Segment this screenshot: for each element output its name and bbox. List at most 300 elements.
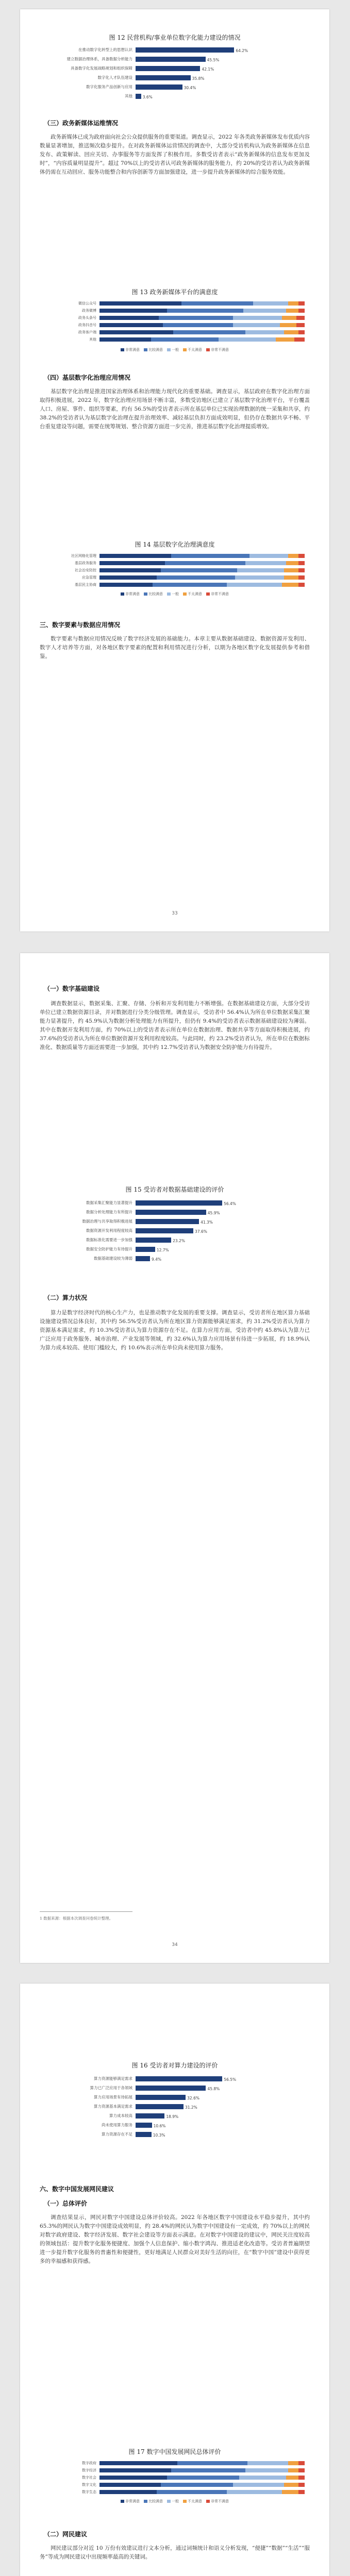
bar	[136, 57, 206, 62]
bar-row	[40, 1218, 310, 1225]
bar-label: 数据分析处理能力有所提升	[86, 1210, 132, 1214]
stacked-segment	[249, 554, 289, 558]
stacked-segment	[280, 323, 296, 327]
stacked-segment	[247, 2461, 289, 2465]
stacked-segment	[219, 337, 276, 342]
legend-swatch	[121, 592, 124, 596]
page-3	[20, 1984, 329, 2576]
stacked-label: 数字生态	[82, 2490, 96, 2494]
bar-value-label: 23.2%	[173, 1239, 185, 1243]
bar-row	[40, 2103, 310, 2110]
bar-label: 数据采集汇聚能力显著提升	[86, 1200, 132, 1205]
legend-swatch	[167, 592, 171, 596]
bar	[136, 2132, 152, 2137]
figure-14-chart	[40, 553, 310, 589]
legend-label: 比较满意	[148, 592, 163, 596]
stacked-segment	[298, 301, 305, 306]
stacked-segment	[153, 583, 226, 587]
legend-item	[121, 347, 140, 352]
bar-label: 在推动数字化转型上的思想认识	[78, 47, 132, 52]
bar-value-label: 42.1%	[202, 67, 214, 72]
subsection-heading: （一）总体评价	[44, 2200, 88, 2207]
stacked-row	[40, 308, 310, 313]
stacked-segment	[298, 2461, 305, 2465]
stacked-track	[99, 2461, 305, 2465]
page-1	[20, 9, 329, 931]
stacked-segment	[227, 583, 282, 587]
stacked-row	[40, 575, 310, 580]
stacked-segment	[99, 2490, 157, 2494]
legend-item	[167, 347, 179, 352]
bar	[136, 1247, 155, 1252]
stacked-track	[99, 323, 305, 327]
stacked-segment	[276, 337, 294, 342]
bar-label: 尚未使用算力服务	[102, 2123, 132, 2127]
bar-value-label: 45.8%	[207, 2087, 220, 2091]
legend-swatch	[144, 2500, 147, 2503]
stacked-segment	[99, 337, 151, 342]
legend-item	[206, 347, 229, 352]
paragraph: 政务新媒体已成为政府面向社会公众提供服务的重要渠道。调查显示，2022 年各类政务新媒体发布优质内容数量显著增加，推送频次稳步提升。在对政务新媒体运营情况的调查中，大部分受访机构认为政务新媒体在信息发布、政策解读、回应关切、办事服务等方面发挥了积极作用。多数受访者表示“政务新媒体的信息发布更加及时”，“内容质量明显提升”。超过 70%以上的受访者认可政务新媒体的服务能力，约 20%的受访者认为政务新媒体仍需在互动回应、服务功能整合和内容创新等方面加强建设，进一步提升政务新媒体的综合服务效能。	[40, 134, 310, 175]
bar	[136, 47, 234, 53]
stacked-track	[99, 316, 305, 320]
stacked-segment	[233, 316, 282, 320]
bar-track	[136, 66, 289, 71]
bar-row	[40, 93, 310, 100]
stacked-segment	[282, 316, 296, 320]
bar-track	[136, 1210, 289, 1215]
bar-row	[40, 2084, 310, 2092]
bar-label: 数据安全防护能力有待提升	[86, 1247, 132, 1251]
stacked-segment	[99, 554, 171, 558]
bar-label: 算力资源能够满足需求	[94, 2076, 132, 2081]
stacked-segment	[233, 323, 280, 327]
stacked-segment	[296, 316, 305, 320]
stacked-segment	[239, 2476, 287, 2480]
bar-label: 数字化服务产品创新与应用	[86, 84, 132, 89]
legend-swatch	[144, 592, 147, 596]
stacked-label: 数字文化	[82, 2483, 96, 2487]
legend-item	[121, 2499, 140, 2504]
stacked-segment	[99, 330, 173, 334]
stacked-label: 微信公众号	[78, 301, 96, 306]
legend-label: 不太满意	[188, 348, 202, 352]
legend-swatch	[121, 2500, 124, 2503]
bar-row	[40, 2122, 310, 2129]
stacked-segment	[284, 330, 298, 334]
stacked-segment	[298, 568, 305, 572]
legend-item	[167, 2499, 179, 2504]
paragraph: 算力是数字经济时代的核心生产力，也是推动数字化发展的重要支撑。调查显示，受访者所在地区算力基础设施建设情况总体良好，其中约 56.5%受访者认为所在地区算力资源能够满足需求，约 31.2%受访者认为算力资源基本满足需求，约 10.3%受访者认为算力资源存在不足。在算力应用方面，受访者中约 45.8%认为算力已广泛应用于政务服务、城市治理、产业发展等领域，约 32.6%认为算力应用场景有待进一步拓展，约 18.9%认为算力成本较高、使用门槛较大，约 10.6%表示所在单位尚未使用算力服务。	[40, 1310, 310, 1351]
bar	[136, 94, 141, 99]
stacked-segment	[99, 316, 159, 320]
bar-track	[136, 2132, 289, 2137]
section-heading: 三、数字要素与数据应用情况	[40, 621, 121, 629]
legend-swatch	[206, 348, 210, 351]
bar	[136, 1200, 222, 1206]
bar	[136, 1219, 199, 1224]
bar-track	[136, 1256, 289, 1261]
bar-track	[136, 1228, 289, 1233]
figure-13-chart	[40, 301, 310, 345]
stacked-segment	[181, 301, 253, 306]
bar-track	[136, 2076, 289, 2081]
legend-item	[144, 591, 163, 597]
stacked-track	[99, 561, 305, 565]
legend-label: 比较满意	[148, 2499, 163, 2503]
figure-12-chart	[40, 46, 310, 103]
legend-label: 非常不满意	[211, 2499, 229, 2503]
stacked-track	[99, 2483, 305, 2487]
bar	[136, 66, 200, 71]
legend-item	[167, 591, 179, 597]
bar-value-label: 45.5%	[207, 58, 220, 62]
bar-row	[40, 1236, 310, 1244]
bar	[136, 2123, 152, 2128]
stacked-segment	[288, 2468, 298, 2472]
figure-13-title: 图 13 政务新媒体平台的满意度	[131, 289, 218, 296]
figure-16-chart	[40, 2075, 310, 2142]
legend-swatch	[167, 348, 171, 351]
legend-item	[121, 591, 140, 597]
bar-track	[136, 2123, 289, 2128]
stacked-segment	[298, 554, 305, 558]
stacked-label: 其他	[89, 337, 96, 342]
stacked-segment	[99, 2483, 161, 2487]
stacked-segment	[99, 568, 161, 572]
section-heading: （四）基层数字化治理应用情况	[44, 374, 131, 381]
bar-row	[40, 1227, 310, 1234]
bar	[136, 1228, 193, 1233]
stacked-segment	[233, 2483, 285, 2487]
stacked-segment	[296, 323, 305, 327]
paragraph: 调查结果显示，网民对数字中国建设总体评价较高。2022 年各地区数字中国建设水平稳步提升，其中约 65.3%的网民认为数字中国建设成效明显，约 28.4%的网民认为数字中国建设有一定成效，约 70%以上的网民对数字政府建设、数字经济发展、数字社会建设等方面表示满意。在对数字中国建设的建议中，网民关注度较高的领域包括：提升数字化服务便捷度、加强个人信息保护、缩小数字鸿沟、推进适老化改造等。受访者普遍期望进一步提升数字化服务的普惠性和便捷性，更好地满足人民群众对美好生活的向往，在“数字中国”建设中获得更多的幸福感和获得感。	[40, 2214, 310, 2264]
bar-row	[40, 1209, 310, 1216]
figure-17-chart	[40, 2461, 310, 2497]
legend-swatch	[183, 2500, 187, 2503]
stacked-track	[99, 568, 305, 572]
subsection-heading: （二）网民建议	[44, 2531, 88, 2538]
stacked-segment	[298, 2468, 305, 2472]
bar-label: 数据治理与共享取得积极进展	[82, 1219, 132, 1224]
stacked-segment	[99, 2461, 177, 2465]
stacked-label: 基层政务服务	[75, 561, 96, 565]
bar	[136, 2104, 184, 2109]
stacked-segment	[99, 323, 163, 327]
stacked-label: 政务微博	[82, 309, 96, 313]
section-heading: （一）数字基础建设	[44, 985, 100, 992]
legend-item	[183, 591, 202, 597]
legend-label: 非常不满意	[211, 348, 229, 352]
bar-value-label: 32.6%	[187, 2096, 199, 2100]
stacked-segment	[99, 575, 157, 580]
bar-value-label: 10.6%	[153, 2124, 166, 2128]
bar-track	[136, 2104, 289, 2109]
bar-track	[136, 84, 289, 90]
legend-item	[206, 2499, 229, 2504]
bar-row	[40, 46, 310, 54]
bar	[136, 2113, 164, 2119]
legend-item	[144, 2499, 163, 2504]
stacked-track	[99, 583, 305, 587]
legend-swatch	[206, 592, 210, 596]
bar-row	[40, 1255, 310, 1262]
bar-value-label: 31.2%	[185, 2105, 197, 2110]
stacked-row	[40, 301, 310, 306]
footnote: 1 数据来源：根据本次调查问卷统计整理。	[40, 1916, 113, 1921]
stacked-row	[40, 2475, 310, 2480]
bar-row	[40, 65, 310, 72]
figure-17-title: 图 17 数字中国发展网民总体评价	[128, 2448, 221, 2455]
stacked-label: 基层民主协商	[75, 583, 96, 587]
bar-value-label: 3.6%	[142, 95, 153, 99]
bar-value-label: 56.4%	[224, 1201, 236, 1206]
stacked-segment	[159, 316, 232, 320]
bar	[136, 1238, 171, 1243]
stacked-segment	[282, 2490, 298, 2494]
bar-row	[40, 1199, 310, 1207]
figure-15-chart	[40, 1199, 310, 1266]
stacked-segment	[157, 2490, 226, 2494]
bar-label: 算力资源存在不足	[102, 2132, 132, 2137]
stacked-track	[99, 301, 305, 306]
stacked-label: 数字社会	[82, 2476, 96, 2480]
bar-row	[40, 1246, 310, 1253]
bar-track	[136, 2086, 289, 2091]
legend-label: 非常满意	[125, 348, 140, 352]
bar-label: 建立数据治理体系，具备数据分析能力	[66, 57, 132, 61]
stacked-segment	[99, 2476, 167, 2480]
figure-16-title: 图 16 受访者对算力建设的评价	[131, 2062, 218, 2069]
section-heading: （二）算力状况	[44, 1294, 88, 1301]
legend-item	[183, 347, 202, 352]
bar-label: 数字化人才队伍建设	[97, 75, 132, 80]
stacked-track	[99, 2468, 305, 2472]
bar	[136, 2095, 186, 2100]
stacked-label: 政务抖音号	[78, 323, 96, 327]
legend-label: 非常不满意	[211, 592, 229, 596]
stacked-segment	[167, 2476, 239, 2480]
stacked-segment	[163, 323, 232, 327]
bar	[136, 1256, 150, 1261]
stacked-row	[40, 315, 310, 320]
legend-item	[183, 2499, 202, 2504]
bar-value-label: 37.6%	[195, 1229, 207, 1234]
legend-item	[206, 591, 229, 597]
stacked-track	[99, 554, 305, 558]
figure-12-title: 图 12 民营机构/事业单位数字化能力建设的情况	[109, 34, 241, 41]
bar	[136, 75, 191, 80]
stacked-segment	[288, 301, 298, 306]
bar-track	[136, 57, 289, 62]
stacked-row	[40, 568, 310, 573]
legend-item	[144, 347, 163, 352]
stacked-label: 政务客户端	[78, 330, 96, 334]
stacked-segment	[157, 575, 235, 580]
stacked-row	[40, 561, 310, 566]
page-2	[20, 953, 329, 1963]
stacked-segment	[286, 309, 298, 313]
page-number: 34	[172, 1942, 178, 1947]
stacked-row	[40, 2461, 310, 2466]
section-heading: 六、数字中国发展网民建议	[40, 2185, 114, 2193]
stacked-segment	[298, 2476, 305, 2480]
stacked-row	[40, 2489, 310, 2495]
stacked-label: 应急管理	[82, 575, 96, 580]
stacked-segment	[298, 575, 305, 580]
bar-value-label: 10.3%	[153, 2133, 165, 2138]
stacked-segment	[237, 568, 285, 572]
bar-value-label: 30.4%	[184, 86, 196, 90]
bar-track	[136, 47, 289, 53]
stacked-label: 数字政府	[82, 2461, 96, 2465]
stacked-segment	[288, 554, 298, 558]
stacked-label: 社区网格化管理	[71, 554, 96, 558]
bar	[136, 84, 182, 90]
bar-row	[40, 2094, 310, 2101]
stacked-segment	[99, 583, 153, 587]
legend-swatch	[121, 348, 124, 351]
bar-label: 算力成本较高	[109, 2113, 132, 2118]
stacked-segment	[165, 561, 245, 565]
paragraph: 调查数据显示，数据采集、汇聚、存储、分析和开发利用能力不断增强。在数据基础建设方面，大部分受访单位已建立数据资源目录，并对数据进行分类分级管理。调查显示，受访者中 56.4%认为所在单位数据采集汇聚能力显著提升，约 45.9%认为数据分析处理能力有所提升，但仍有 9.4%的受访者表示数据基础建设较为薄弱。其中在数据开发利用方面，约 70%以上的受访者表示所在单位在数据治理、数据共享等方面取得积极进展，约 37.6%的受访者认为所在单位数据资源开发利用程度较高。与此同时，约 23.2%受访者认为，所在单位在数据标准化、数据质量等方面还需要进一步加强，其中约 12.7%受访者认为数据安全防护能力有待提升。	[40, 1001, 310, 1050]
stacked-row	[40, 2482, 310, 2487]
stacked-segment	[99, 561, 165, 565]
stacked-segment	[171, 2468, 245, 2472]
stacked-label: 社会治安防控	[75, 568, 96, 572]
stacked-segment	[245, 330, 285, 334]
bar	[136, 1210, 206, 1215]
legend-swatch	[183, 592, 187, 596]
legend-label: 不太满意	[188, 2499, 202, 2503]
stacked-segment	[284, 2483, 298, 2487]
stacked-track	[99, 330, 305, 334]
bar	[136, 2086, 206, 2091]
stacked-segment	[227, 2490, 282, 2494]
stacked-segment	[171, 554, 249, 558]
figure-14-title: 图 14 基层数字化治理满意度	[135, 541, 215, 548]
bar-row	[40, 74, 310, 81]
bar	[136, 2076, 222, 2081]
stacked-segment	[284, 568, 298, 572]
legend-swatch	[206, 2500, 210, 2503]
bar-track	[136, 1219, 289, 1224]
stacked-segment	[286, 561, 298, 565]
stacked-segment	[167, 309, 243, 313]
bar-track	[136, 2095, 289, 2100]
bar-track	[136, 75, 289, 80]
legend-label: 非常满意	[125, 592, 140, 596]
bar-label: 其他	[125, 94, 132, 98]
legend-label: 一般	[172, 2499, 179, 2503]
stacked-label: 数字经济	[82, 2468, 96, 2472]
bar-label: 数据基础建设较为薄弱	[94, 1256, 132, 1261]
paragraph: 基层数字化治理是推进国家治理体系和治理能力现代化的重要基础。调查显示，基层政府在数字化治理方面取得积极进展，2022 年，数字化治理应用场景不断丰富，多数受访地区已建立了基层数字化治理平台，平台覆盖人口、房屋、事件、组织等要素，约有 56.5%的受访者表示所在基层单位已实现治理数据的统一采集和共享，约 38.2%的受访者认为基层数字化治理在提升治理效率、减轻基层负担方面成效明显，但仍存在数据共享不畅、平台重复建设等问题，需要在统筹规划、整合资源方面进一步完善，推进基层数字化治理提质增效。	[40, 388, 310, 430]
bar-value-label: 18.9%	[166, 2114, 179, 2119]
bar-track	[136, 2113, 289, 2119]
stacked-segment	[161, 568, 237, 572]
page-number: 33	[172, 911, 178, 916]
legend-label: 一般	[172, 348, 179, 352]
legend-label: 不太满意	[188, 592, 202, 596]
bar-label: 算力资源基本满足需求	[94, 2104, 132, 2109]
bar-label: 算力应用场景有待拓展	[94, 2095, 132, 2099]
bar-value-label: 45.9%	[207, 1211, 220, 1215]
stacked-segment	[284, 575, 298, 580]
stacked-segment	[235, 575, 285, 580]
stacked-segment	[161, 2483, 232, 2487]
legend-label: 一般	[172, 592, 179, 596]
bar-value-label: 12.7%	[156, 1248, 169, 1252]
bar-track	[136, 94, 289, 99]
legend-swatch	[183, 348, 187, 351]
bar-label: 数据标准化需要进一步加强	[86, 1238, 132, 1242]
stacked-segment	[243, 309, 287, 313]
stacked-segment	[298, 561, 305, 565]
bar-track	[136, 1200, 289, 1206]
stacked-label: 政务头条号	[78, 316, 96, 320]
legend-label: 非常满意	[125, 2499, 140, 2503]
stacked-segment	[245, 561, 287, 565]
legend-swatch	[144, 348, 147, 351]
legend-label: 比较满意	[148, 348, 163, 352]
stacked-track	[99, 337, 305, 342]
bar-row	[40, 2075, 310, 2082]
stacked-segment	[298, 2483, 305, 2487]
stacked-track	[99, 575, 305, 580]
stacked-segment	[298, 2490, 305, 2494]
stacked-row	[40, 337, 310, 342]
bar-track	[136, 1238, 289, 1243]
stacked-segment	[99, 301, 181, 306]
bar-label: 算力已广泛应用于各领域	[90, 2086, 132, 2090]
stacked-row	[40, 323, 310, 328]
stacked-segment	[245, 2468, 289, 2472]
stacked-segment	[99, 2468, 171, 2472]
bar-value-label: 41.3%	[201, 1220, 213, 1225]
bar-track	[136, 1247, 289, 1252]
stacked-track	[99, 2490, 305, 2494]
figure-13-legend	[40, 347, 310, 352]
bar-row	[40, 2112, 310, 2120]
stacked-segment	[298, 309, 305, 313]
stacked-segment	[286, 2476, 298, 2480]
paragraph: 数字要素与数据应用情况反映了数字经济发展的基础能力。本章主要从数据基础建设、数据资源开发利用、数字人才培养等方面，对各地区数字要素的配置和利用情况进行分析，以期为各地区数字化发展提供参考和借鉴。	[40, 636, 310, 659]
stacked-row	[40, 330, 310, 335]
bar-label: 具备数字化发展战略规划和组织保障	[71, 66, 132, 71]
bar-value-label: 9.4%	[152, 1257, 162, 1262]
bar-row	[40, 83, 310, 91]
figure-14-legend	[40, 591, 310, 597]
stacked-segment	[288, 2461, 298, 2465]
legend-swatch	[167, 2500, 171, 2503]
stacked-row	[40, 582, 310, 587]
footnote-divider	[40, 1911, 132, 1912]
stacked-row	[40, 553, 310, 558]
stacked-row	[40, 2468, 310, 2473]
stacked-segment	[298, 330, 305, 334]
bar-value-label: 35.8%	[192, 76, 205, 81]
stacked-segment	[177, 2461, 247, 2465]
stacked-segment	[294, 337, 305, 342]
stacked-track	[99, 2476, 305, 2480]
stacked-track	[99, 309, 305, 313]
stacked-segment	[282, 583, 298, 587]
stacked-segment	[99, 309, 167, 313]
stacked-segment	[173, 330, 245, 334]
stacked-segment	[298, 583, 305, 587]
bar-label: 数据资源开发利用程度较高	[86, 1228, 132, 1233]
